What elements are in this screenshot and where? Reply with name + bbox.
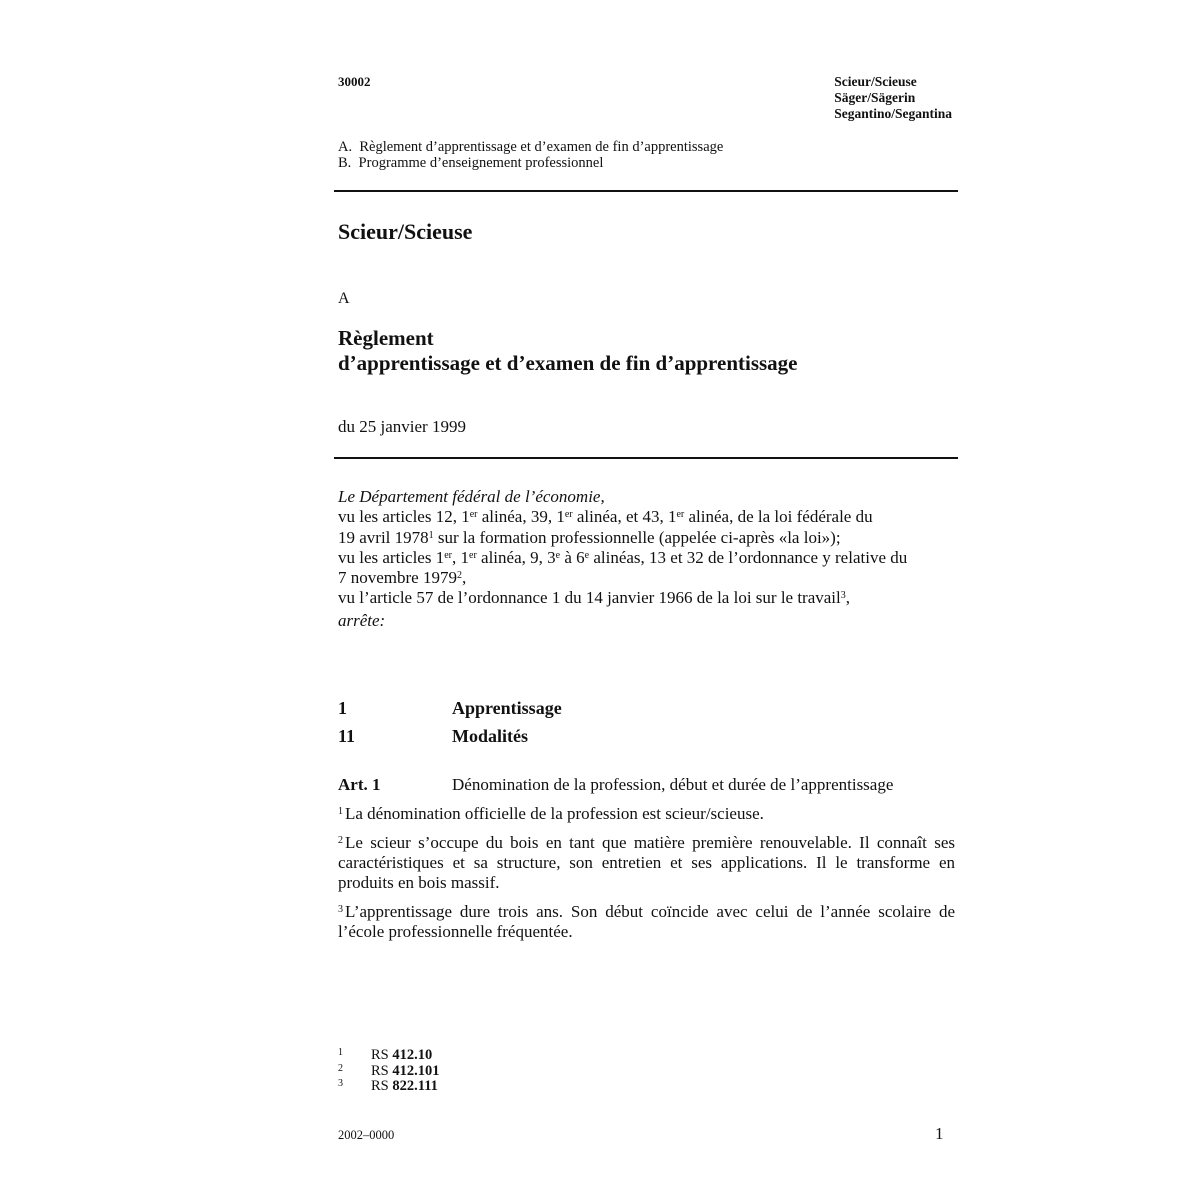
divider-bottom [334, 457, 958, 459]
regulation-title-line2: d’apprentissage et d’examen de fin d’apprentissage [338, 351, 798, 375]
part-a-label: A. Règlement d’apprentissage et d’examen de fin d’apprentissage [338, 139, 724, 155]
footer-code: 2002–0000 [338, 1128, 395, 1142]
footnote [338, 1048, 538, 1064]
section-heading [338, 698, 938, 720]
title-it: Segantino/Segantina [834, 106, 952, 121]
footnote [338, 1064, 538, 1080]
paragraph-text: L’apprentissage dure trois ans. Son début coïncide avec celui de l’année scolaire de l’école professionnelle fréquentée. [338, 902, 955, 941]
article-paragraph [338, 902, 955, 942]
article-paragraph [338, 804, 955, 824]
preamble [338, 487, 956, 631]
paragraph-text: La dénomination officielle de la profession est scieur/scieuse. [345, 804, 764, 823]
footnote-number: 3 [338, 1078, 343, 1089]
preamble-line: 19 avril 1978$^1$ sur la formation professionnelle (appelée ci-après «la loi»); [338, 527, 841, 547]
regulation-date: du 25 janvier 1999 [338, 417, 466, 436]
paragraph-number: 2 [338, 835, 343, 846]
paragraph-number: 1 [338, 806, 343, 817]
regulation-title-line1: Règlement [338, 326, 434, 350]
document-number: 30002 [338, 74, 371, 89]
preamble-authority: Le Département fédéral de l’économie, [338, 487, 605, 506]
parts-list [338, 139, 723, 171]
footnote-ref: 2 [456, 570, 462, 582]
footnote-prefix: RS [371, 1047, 389, 1063]
part-letter: A [338, 290, 350, 307]
article-paragraph [338, 833, 955, 893]
preamble-line: vu l’article 57 de l’ordonnance 1 du 14 janvier 1966 de la loi sur le travail$^3$, [338, 588, 851, 608]
footnote-ref-number: 822.111 [392, 1078, 438, 1094]
section-number: 1 [338, 698, 347, 718]
article-heading [338, 775, 956, 797]
footnote-ref: 1 [428, 529, 434, 541]
regulation-title [338, 326, 798, 376]
paragraph-text: Le scieur s’occupe du bois en tant que matière première renouvelable. Il connaît ses caractéristiques et sa structure, son entretien et ses applications. Il le transforme en produits en bois massif. [338, 833, 955, 892]
title-de: Säger/Sägerin [834, 90, 916, 105]
paragraph-number: 3 [338, 904, 343, 915]
preamble-line: 7 novembre 1979$^2$, [338, 568, 467, 588]
footnote-ref-number: 412.101 [392, 1062, 440, 1079]
profession-titles [834, 74, 952, 122]
footnote-number: 1 [338, 1047, 343, 1058]
preamble-line: vu les articles 1er, 1er alinéa, 9, 3e à 6e alinéas, 13 et 32 de l’ordonnance y relative du [338, 547, 908, 567]
page-number: 1 [935, 1124, 944, 1143]
article-title: Dénomination de la profession, début et durée de l’apprentissage [452, 775, 894, 794]
footnote-prefix: RS [371, 1062, 389, 1079]
footnotes [338, 1048, 538, 1095]
footnote-prefix: RS [371, 1078, 389, 1094]
preamble-line: vu les articles 12, 1er alinéa, 39, 1er alinéa, et 43, 1er alinéa, de la loi fédérale du [338, 507, 873, 527]
part-b-label: B. Programme d’enseignement professionnel [338, 155, 604, 171]
article-number: Art. 1 [338, 775, 381, 794]
footnote [338, 1079, 538, 1095]
preamble-decree: arrête: [338, 610, 386, 630]
footnote-ref-number: 412.10 [392, 1047, 433, 1063]
divider-top [334, 190, 958, 192]
subsection-heading [338, 726, 938, 748]
title-fr: Scieur/Scieuse [834, 74, 917, 89]
document-title: Scieur/Scieuse [338, 219, 473, 244]
subsection-number: 11 [338, 726, 356, 746]
section-title: Apprentissage [452, 698, 562, 718]
footnote-number: 2 [338, 1062, 343, 1074]
footnote-ref: 3 [840, 590, 846, 602]
subsection-title: Modalités [452, 726, 528, 746]
